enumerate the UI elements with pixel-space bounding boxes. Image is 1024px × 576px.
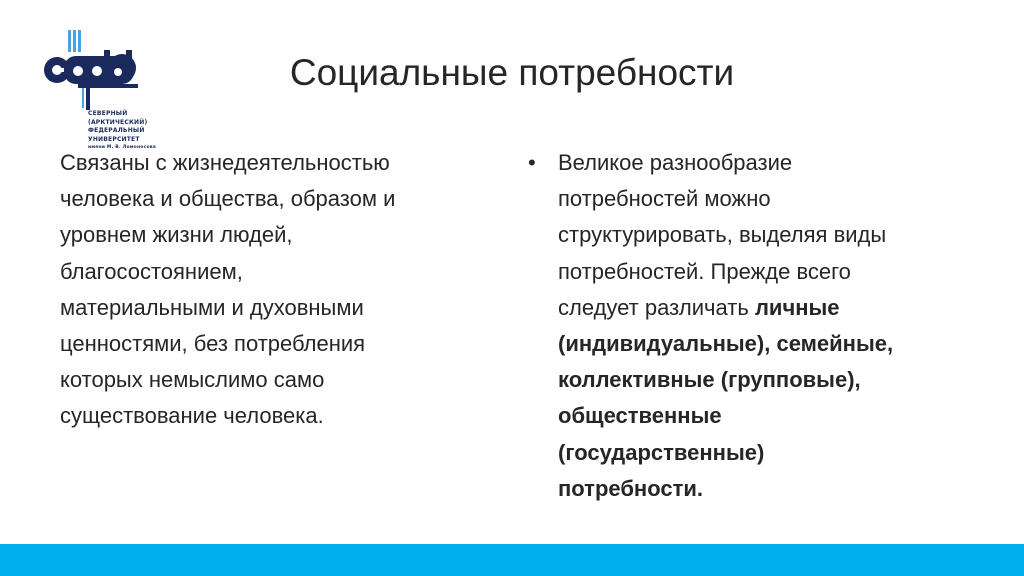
right-text-emphasis-line: потребности. xyxy=(558,475,704,501)
right-text-emphasis: личные xyxy=(754,294,840,320)
right-text-line: потребностей можно xyxy=(558,186,771,212)
left-text-line: Связаны с жизнедеятельностью xyxy=(60,150,390,175)
left-text-line: благосостоянием, xyxy=(60,258,243,284)
right-text-line: потребностей. Прежде всего xyxy=(558,258,851,284)
logo-caption-line: (АРКТИЧЕСКИЙ) xyxy=(88,118,148,126)
footer-accent-bar xyxy=(0,544,1024,576)
logo-caption-line: УНИВЕРСИТЕТ xyxy=(88,135,140,143)
left-text-line: уровнем жизни людей, xyxy=(60,222,293,248)
right-text-emphasis-line: (индивидуальные), семейные, xyxy=(558,331,894,357)
slide-title: Социальные потребности xyxy=(289,52,735,93)
logo-caption-line: СЕВЕРНЫЙ xyxy=(88,110,128,117)
right-text-emphasis-line: (государственные) xyxy=(558,439,765,465)
logo-caption-line: имени М. В. Ломоносова xyxy=(88,145,157,151)
right-text-emphasis-line: коллективные (групповые), xyxy=(558,367,861,393)
right-text-emphasis-line: общественные xyxy=(558,403,722,429)
right-text-line: Великое разнообразие xyxy=(558,150,793,175)
logo-caption-line: ФЕДЕРАЛЬНЫЙ xyxy=(88,127,145,135)
left-text-line: материальными и духовными xyxy=(60,294,364,320)
right-text-fragment: следует различать xyxy=(558,294,755,320)
right-text-line: структурировать, выделяя виды xyxy=(558,222,887,248)
right-column-text xyxy=(558,145,893,507)
left-text-line: существование человека. xyxy=(60,403,324,429)
left-text-line: которых немыслимо само xyxy=(60,367,325,393)
left-text-line: человека и общества, образом и xyxy=(60,186,396,212)
left-text-line: ценностями, без потребления xyxy=(60,331,366,357)
left-column-text xyxy=(60,145,490,435)
bullet-marker: • xyxy=(528,150,536,175)
right-text-line xyxy=(558,290,893,326)
